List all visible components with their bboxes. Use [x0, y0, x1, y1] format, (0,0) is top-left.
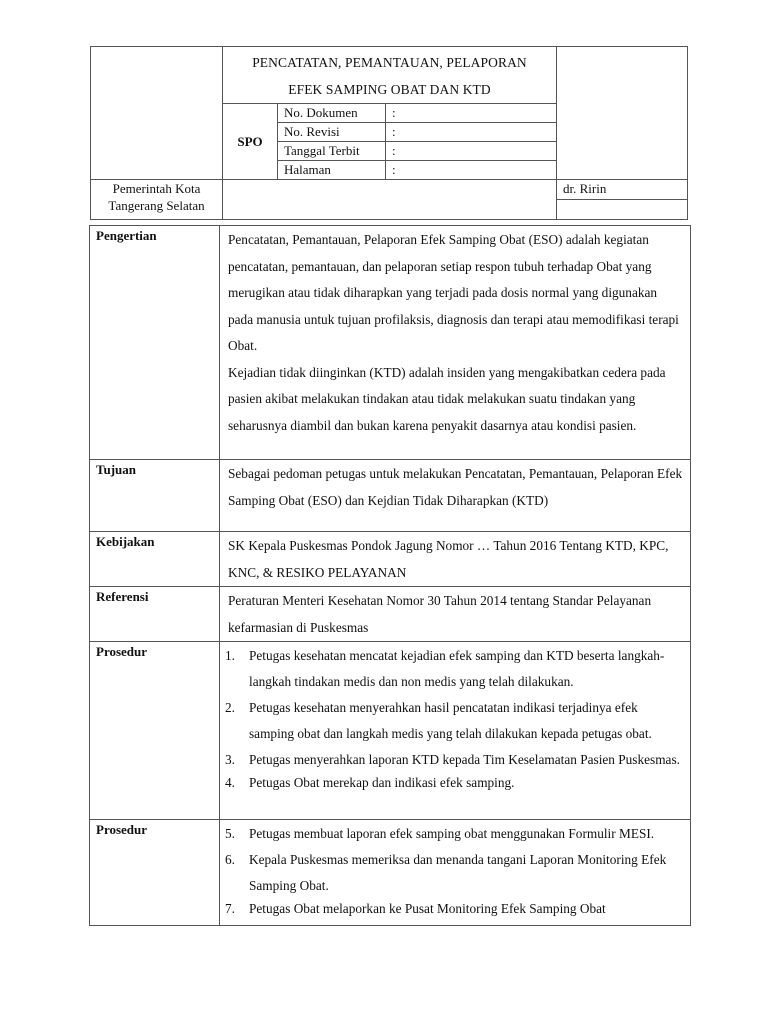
content-prosedur-2	[220, 820, 691, 926]
step-number: 4.	[225, 775, 235, 790]
signature-cell	[557, 200, 688, 220]
step-text: Petugas kesehatan menyerahkan hasil pencatatan indikasi terjadinya efek samping obat dan langkah medis yang telah dilakukan kepada petugas obat.	[249, 700, 652, 741]
spo-label: SPO	[223, 104, 278, 180]
content-referensi: Peraturan Menteri Kesehatan Nomor 30 Tahun 2014 tentang Standar Pelayanan kefarmasian di Puskesmas	[220, 587, 691, 642]
meta-label-tanggal-terbit: Tanggal Terbit	[278, 142, 386, 161]
list-item	[225, 773, 684, 793]
pengertian-ktd: Kejadian tidak diinginkan (KTD) adalah insiden yang mengakibatkan cedera pada pasien akibat melakukan tindakan atau tidak melakukan suatu tindakan yang seharusnya diambil dan bukan karena penyakit dasarnya atau kondisi pasien.	[228, 364, 666, 433]
meta-label-halaman: Halaman	[278, 161, 386, 180]
row-pengertian	[90, 226, 691, 460]
step-text: Petugas Obat melaporkan ke Pusat Monitoring Efek Samping Obat	[249, 901, 606, 916]
content-kebijakan: SK Kepala Puskesmas Pondok Jagung Nomor … Tahun 2016 Tentang KTD, KPC, KNC, & RESIKO PELAYANAN	[220, 532, 691, 587]
step-text: Petugas membuat laporan efek samping obat menggunakan Formulir MESI.	[249, 826, 655, 841]
label-referensi: Referensi	[90, 587, 220, 642]
meta-value-no-dokumen: :	[386, 104, 557, 123]
step-number: 5.	[225, 826, 235, 841]
header-table	[90, 46, 688, 220]
organization-name	[91, 180, 223, 220]
label-prosedur-2: Prosedur	[90, 820, 220, 926]
step-text: Petugas menyerahkan laporan KTD kepada Tim Keselamatan Pasien Puskesmas.	[249, 752, 680, 767]
row-referensi	[90, 587, 691, 642]
list-item	[225, 821, 684, 847]
step-number: 6.	[225, 852, 235, 867]
step-text: Petugas kesehatan mencatat kejadian efek samping dan KTD beserta langkah-langkah tindakan medis dan non medis yang telah dilakukan.	[249, 648, 665, 689]
label-kebijakan: Kebijakan	[90, 532, 220, 587]
meta-value-no-revisi: :	[386, 123, 557, 142]
procedure-steps-2	[225, 821, 684, 919]
step-number: 2.	[225, 700, 235, 715]
meta-value-halaman: :	[386, 161, 557, 180]
document-title	[223, 47, 557, 104]
pengertian-eso: Pencatatan, Pemantauan, Pelaporan Efek Samping Obat (ESO) adalah kegiatan pencatatan, pemantauan, dan pelaporan setiap respon tubuh terhadap Obat yang merugikan atau tidak diharapkan yang terjadi pada dosis normal yang digunakan pada manusia untuk tujuan profilaksis, diagnosis dan terapi atau memodifikasi terapi Obat.	[228, 232, 679, 353]
list-item	[225, 695, 684, 747]
title-line-1: PENCATATAN, PEMANTAUAN, PELAPORAN	[252, 55, 527, 70]
step-text: Petugas Obat merekap dan indikasi efek samping.	[249, 775, 515, 790]
blank-cell	[223, 180, 557, 220]
content-prosedur-1	[220, 642, 691, 820]
org-line-2: Tangerang Selatan	[108, 198, 205, 213]
signatory-name: dr. Ririn	[557, 180, 688, 200]
meta-label-no-revisi: No. Revisi	[278, 123, 386, 142]
label-prosedur-1: Prosedur	[90, 642, 220, 820]
list-item	[225, 643, 684, 695]
stamp-cell	[557, 47, 688, 180]
step-number: 1.	[225, 648, 235, 663]
list-item	[225, 747, 684, 773]
step-number: 7.	[225, 901, 235, 916]
row-prosedur-2	[90, 820, 691, 926]
step-text: Kepala Puskesmas memeriksa dan menanda tangani Laporan Monitoring Efek Samping Obat.	[249, 852, 667, 893]
row-prosedur-1	[90, 642, 691, 820]
meta-label-no-dokumen: No. Dokumen	[278, 104, 386, 123]
org-line-1: Pemerintah Kota	[112, 181, 201, 196]
step-number: 3.	[225, 752, 235, 767]
row-tujuan	[90, 460, 691, 532]
procedure-table	[89, 225, 691, 926]
meta-value-tanggal-terbit: :	[386, 142, 557, 161]
label-pengertian: Pengertian	[90, 226, 220, 460]
title-line-2: EFEK SAMPING OBAT DAN KTD	[288, 82, 491, 97]
label-tujuan: Tujuan	[90, 460, 220, 532]
row-kebijakan	[90, 532, 691, 587]
list-item	[225, 899, 684, 919]
content-pengertian	[220, 226, 691, 460]
procedure-steps-1	[225, 643, 684, 793]
list-item	[225, 847, 684, 899]
logo-cell	[91, 47, 223, 180]
content-tujuan: Sebagai pedoman petugas untuk melakukan Pencatatan, Pemantauan, Pelaporan Efek Samping Obat (ESO) dan Kejdian Tidak Diharapkan (KTD)	[220, 460, 691, 532]
